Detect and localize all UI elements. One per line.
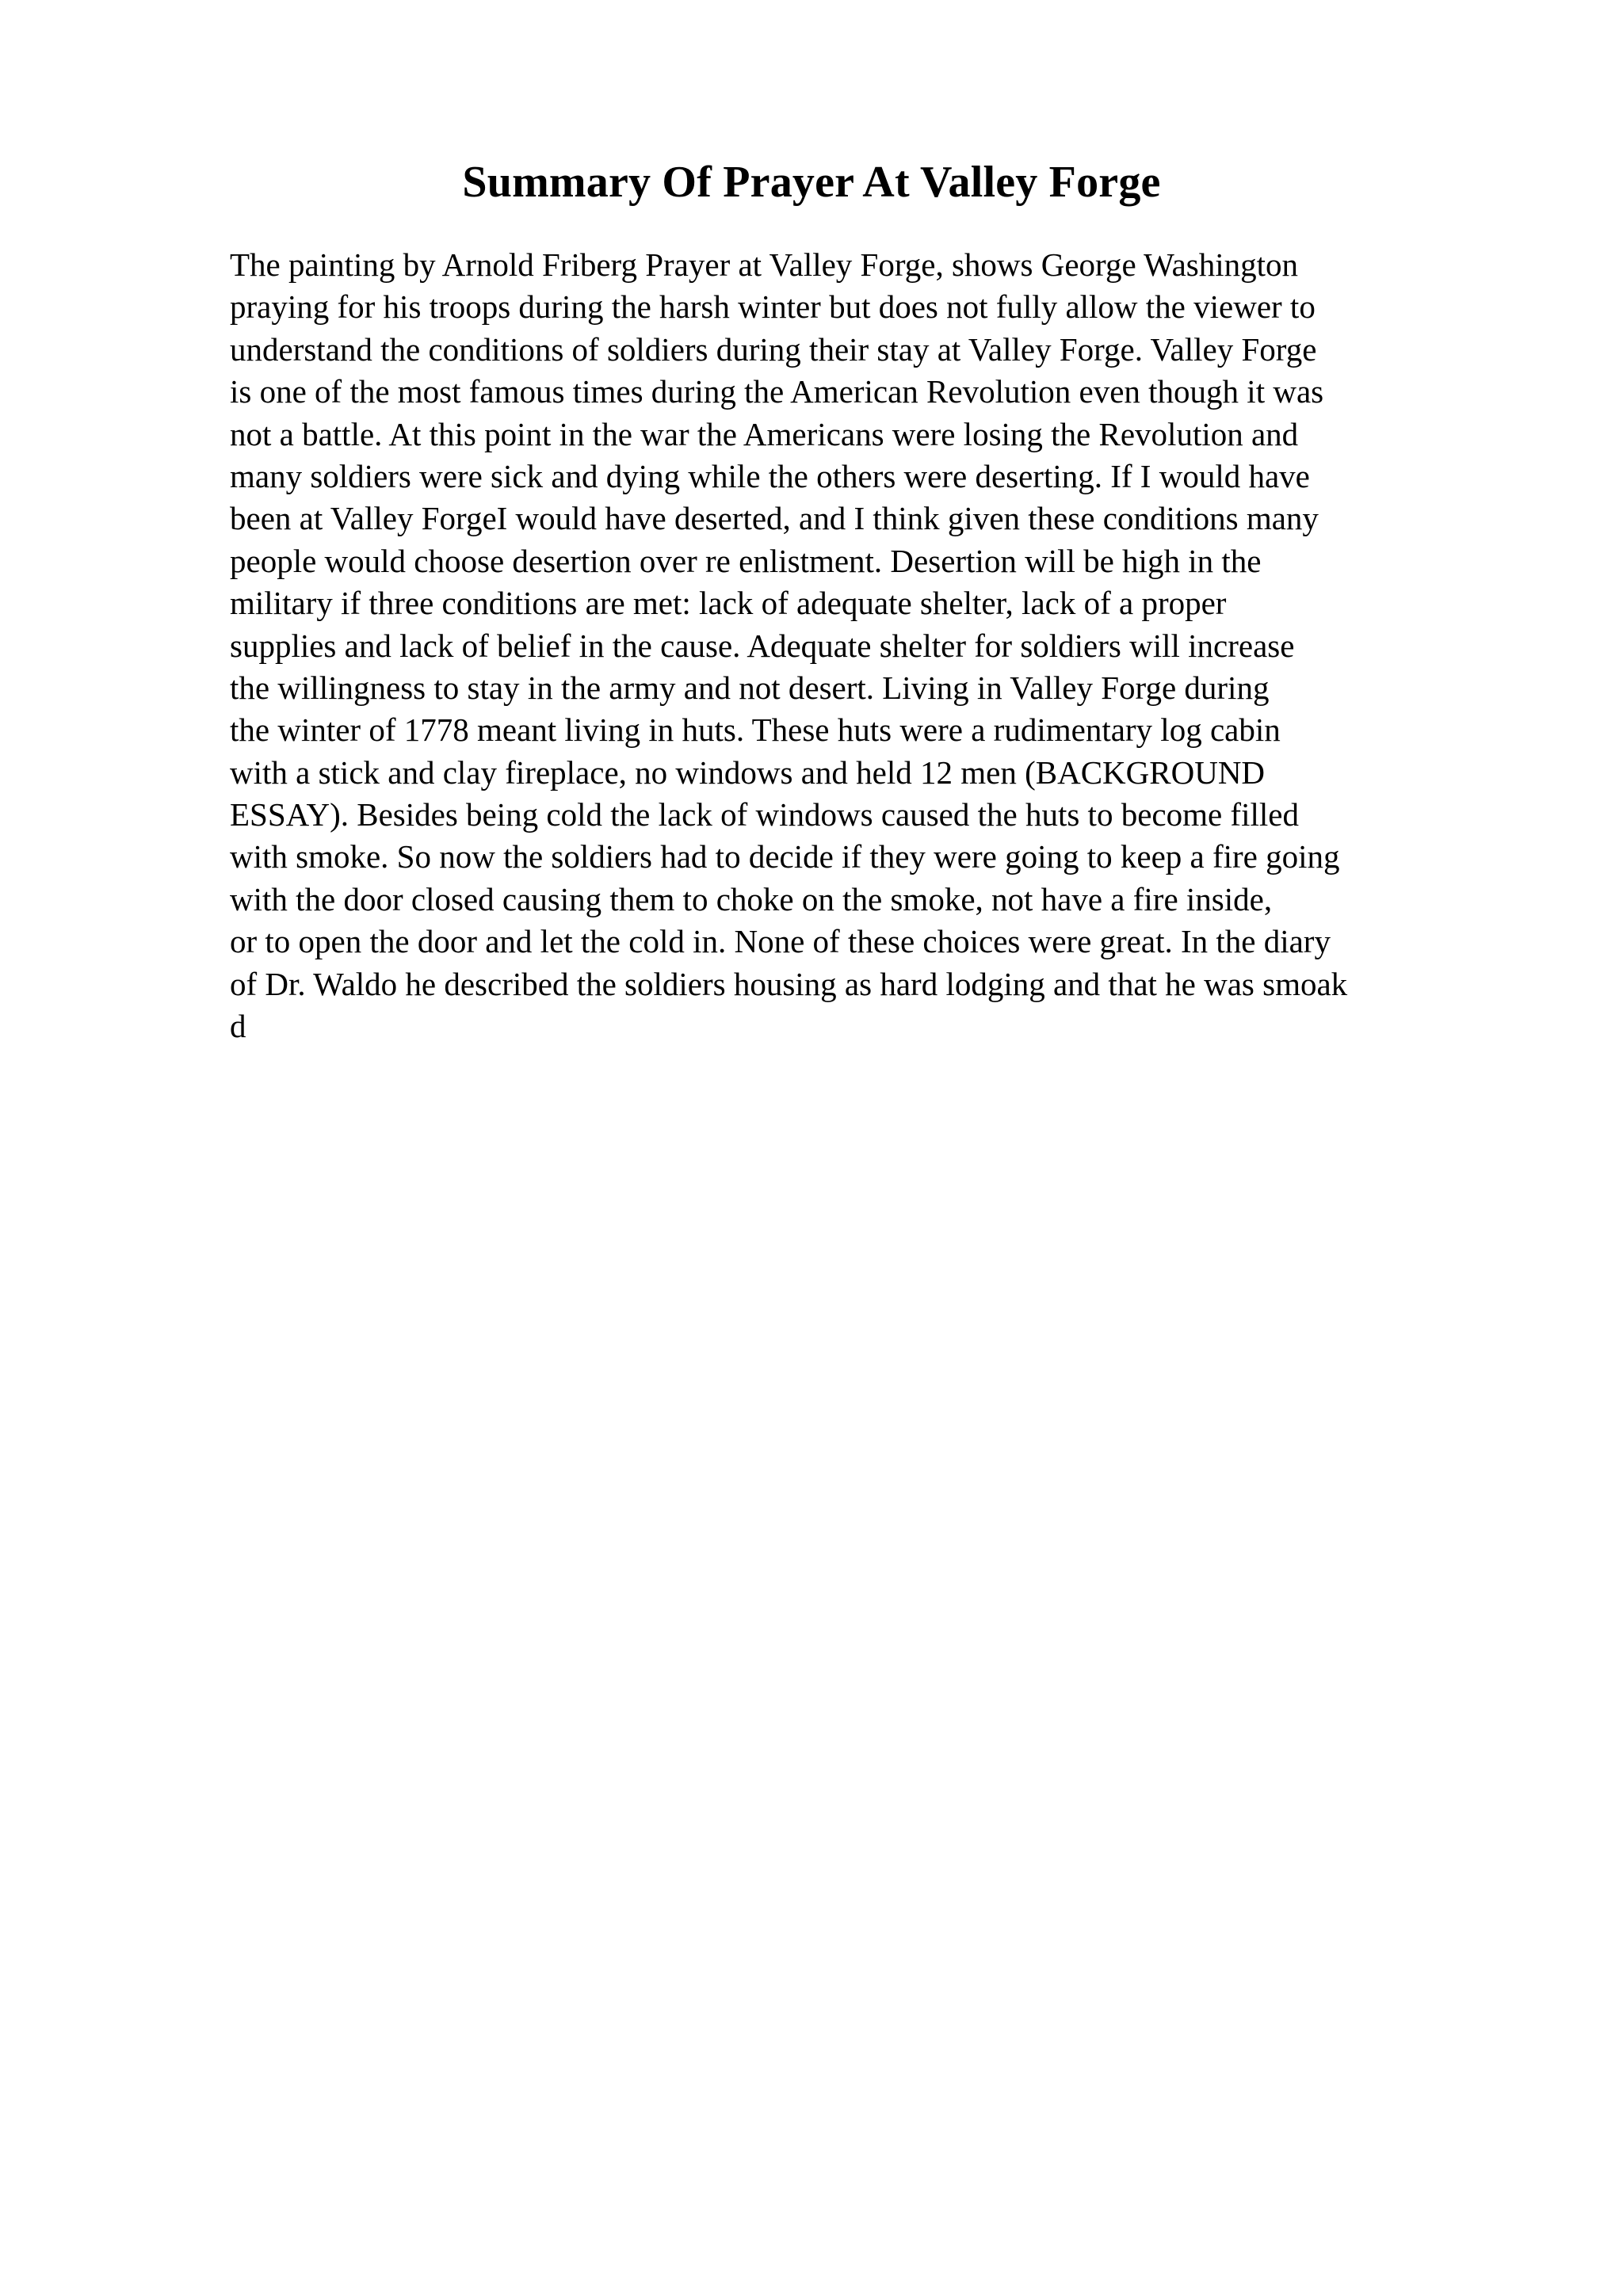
essay-line: The painting by Arnold Friberg Prayer at Valley Forge, shows George Washington	[230, 246, 1299, 283]
essay-line: d	[230, 1008, 246, 1045]
essay-line: with the door closed causing them to choke on the smoke, not have a fire inside,	[230, 880, 1273, 917]
essay-line: is one of the most famous times during the American Revolution even though it was	[230, 373, 1324, 410]
essay-line: the willingness to stay in the army and not desert. Living in Valley Forge during	[230, 669, 1270, 706]
essay-line: supplies and lack of belief in the cause. Adequate shelter for soldiers will increase	[230, 627, 1295, 664]
document-title: Summary Of Prayer At Valley Forge	[462, 158, 1161, 207]
essay-line: or to open the door and let the cold in. None of these choices were great. In the diary	[230, 923, 1331, 960]
essay-line: understand the conditions of soldiers during their stay at Valley Forge. Valley Forge	[230, 330, 1317, 368]
essay-body	[230, 244, 1529, 1047]
essay-line: military if three conditions are met: lack of adequate shelter, lack of a proper	[230, 585, 1227, 622]
essay-line: the winter of 1778 meant living in huts. These huts were a rudimentary log cabin	[230, 711, 1281, 749]
essay-line: praying for his troops during the harsh winter but does not fully allow the viewer to	[230, 288, 1316, 326]
essay-line: with a stick and clay fireplace, no windows and held 12 men (BACKGROUND	[230, 753, 1266, 791]
essay-line: many soldiers were sick and dying while the others were deserting. If I would have	[230, 457, 1310, 494]
essay-line: people would choose desertion over re enlistment. Desertion will be high in the	[230, 542, 1262, 579]
essay-line: been at Valley ForgeI would have deserted, and I think given these conditions many	[230, 500, 1319, 537]
essay-line: with smoke. So now the soldiers had to decide if they were going to keep a fire going	[230, 838, 1340, 875]
essay-line: of Dr. Waldo he described the soldiers housing as hard lodging and that he was smoak	[230, 965, 1348, 1002]
essay-line: ESSAY). Besides being cold the lack of windows caused the huts to become filled	[230, 796, 1299, 833]
essay-line: not a battle. At this point in the war the Americans were losing the Revolution and	[230, 415, 1299, 452]
